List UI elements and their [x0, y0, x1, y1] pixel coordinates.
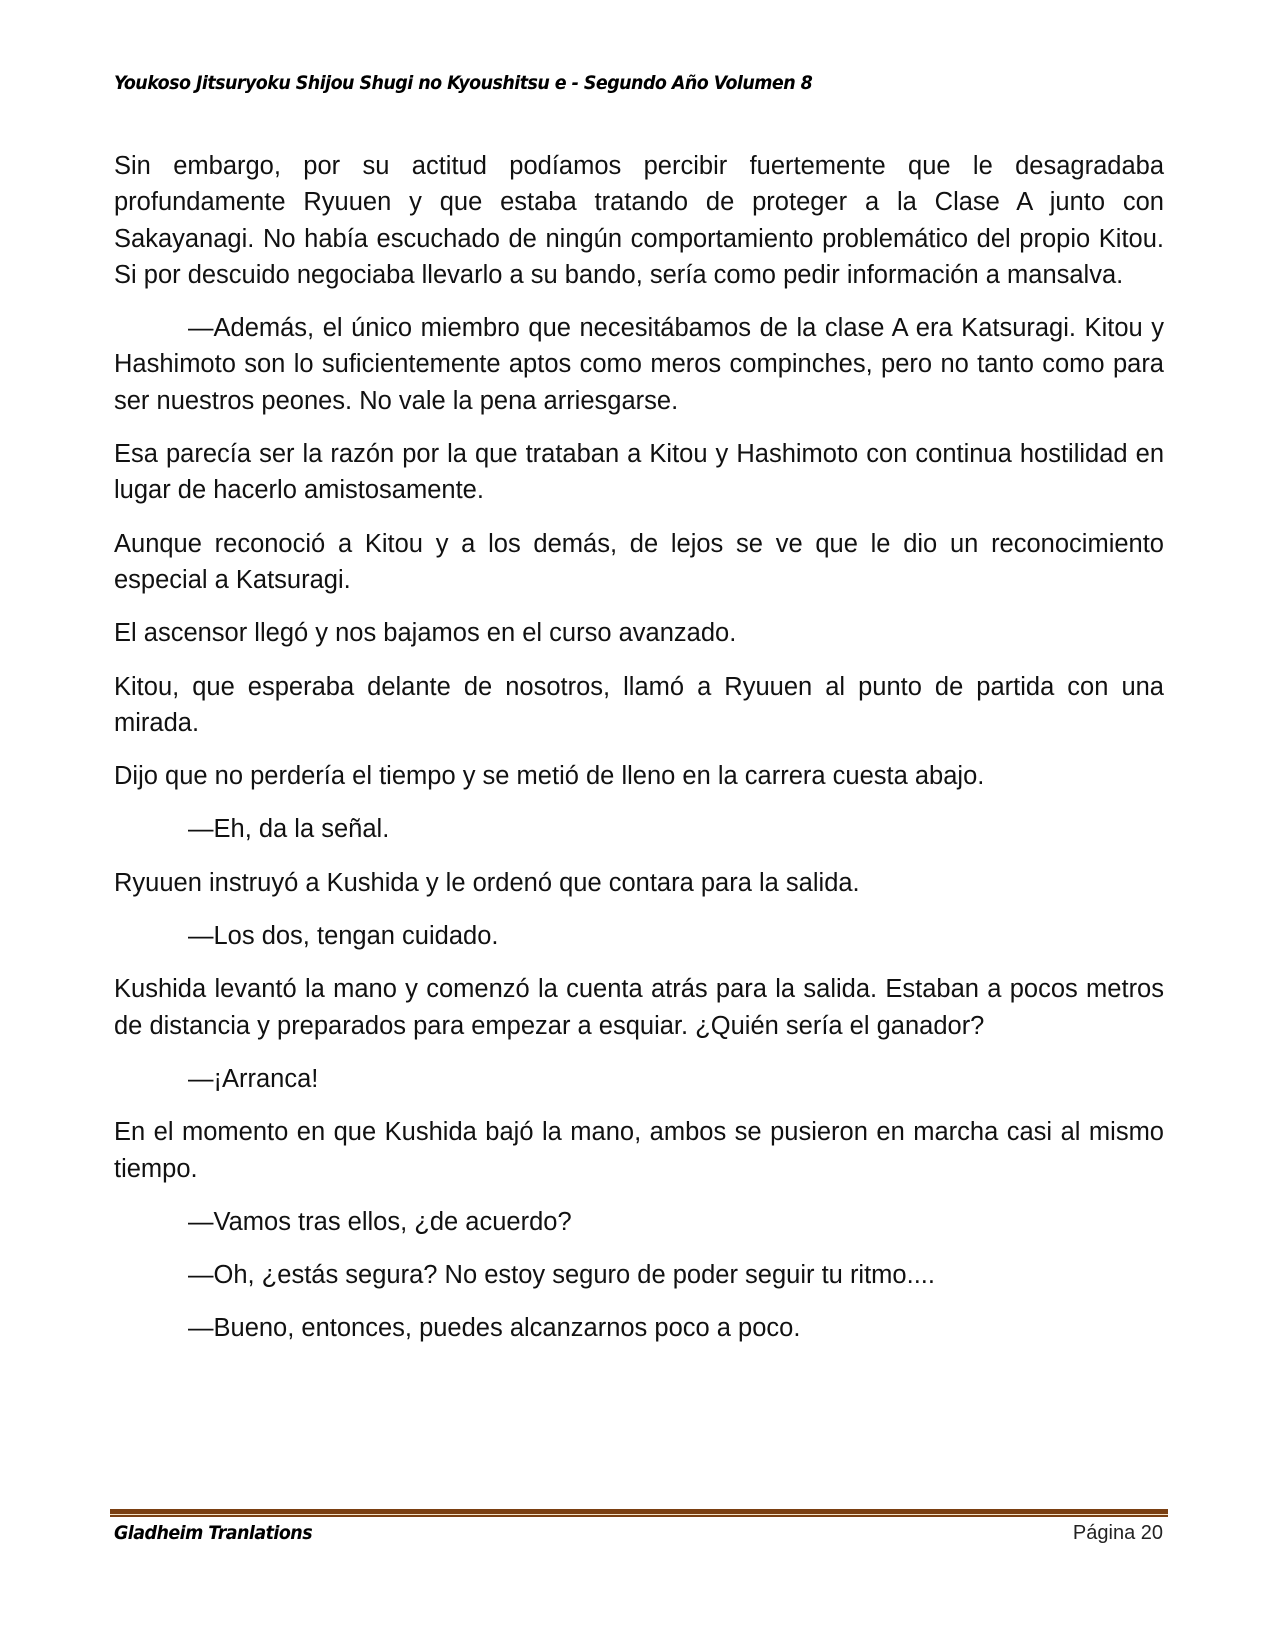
dialogue-paragraph: —Los dos, tengan cuidado.: [188, 922, 499, 951]
footer-credit: Gladheim Tranlations: [114, 1522, 313, 1544]
dialogue-paragraph: —Eh, da la señal.: [188, 815, 390, 844]
dialogue-paragraph: —Además, el único miembro que necesitábamos de la clase A era Katsuragi. Kitou y Hashimoto son lo suficientemente aptos como meros compinches, pero no tanto como para ser nuestros peones. No vale la pena arriesgarse.: [114, 314, 1164, 415]
dialogue-paragraph: —¡Arranca!: [188, 1064, 319, 1093]
paragraph: Sin embargo, por su actitud podíamos percibir fuertemente que le desagradaba profundamente Ryuuen y que estaba tratando de proteger a la Clase A junto con Sakayanagi. No había escuchado de ningún comportamiento problemático del propio Kitou. Si por descuido negociaba llevarlo a su bando, sería como pedir información a mansalva.: [114, 152, 1164, 289]
paragraph: Kitou, que esperaba delante de nosotros, llamó a Ryuuen al punto de partida con una mirada.: [114, 672, 1164, 737]
paragraph: El ascensor llegó y nos bajamos en el curso avanzado.: [114, 619, 737, 648]
paragraph: Kushida levantó la mano y comenzó la cuenta atrás para la salida. Estaban a pocos metros de distancia y preparados para empezar a esquiar. ¿Quién sería el ganador?: [114, 975, 1164, 1040]
body-text: [114, 148, 1164, 1364]
running-header: Youkoso Jitsuryoku Shijou Shugi no Kyoushitsu e - Segundo Año Volumen 8: [114, 72, 813, 94]
page-number: Página 20: [1072, 1522, 1163, 1544]
dialogue-paragraph: —Oh, ¿estás segura? No estoy seguro de poder seguir tu ritmo....: [188, 1261, 935, 1290]
paragraph: Esa parecía ser la razón por la que trataban a Kitou y Hashimoto con continua hostilidad en lugar de hacerlo amistosamente.: [114, 440, 1164, 505]
footer-divider: [110, 1509, 1168, 1517]
paragraph: En el momento en que Kushida bajó la mano, ambos se pusieron en marcha casi al mismo tiempo.: [114, 1118, 1164, 1183]
paragraph: Aunque reconoció a Kitou y a los demás, de lejos se ve que le dio un reconocimiento especial a Katsuragi.: [114, 529, 1164, 594]
paragraph: Dijo que no perdería el tiempo y se metió de lleno en la carrera cuesta abajo.: [114, 762, 985, 791]
dialogue-paragraph: —Vamos tras ellos, ¿de acuerdo?: [188, 1207, 572, 1236]
dialogue-paragraph: —Bueno, entonces, puedes alcanzarnos poco a poco.: [188, 1314, 801, 1343]
paragraph: Ryuuen instruyó a Kushida y le ordenó que contara para la salida.: [114, 868, 860, 897]
